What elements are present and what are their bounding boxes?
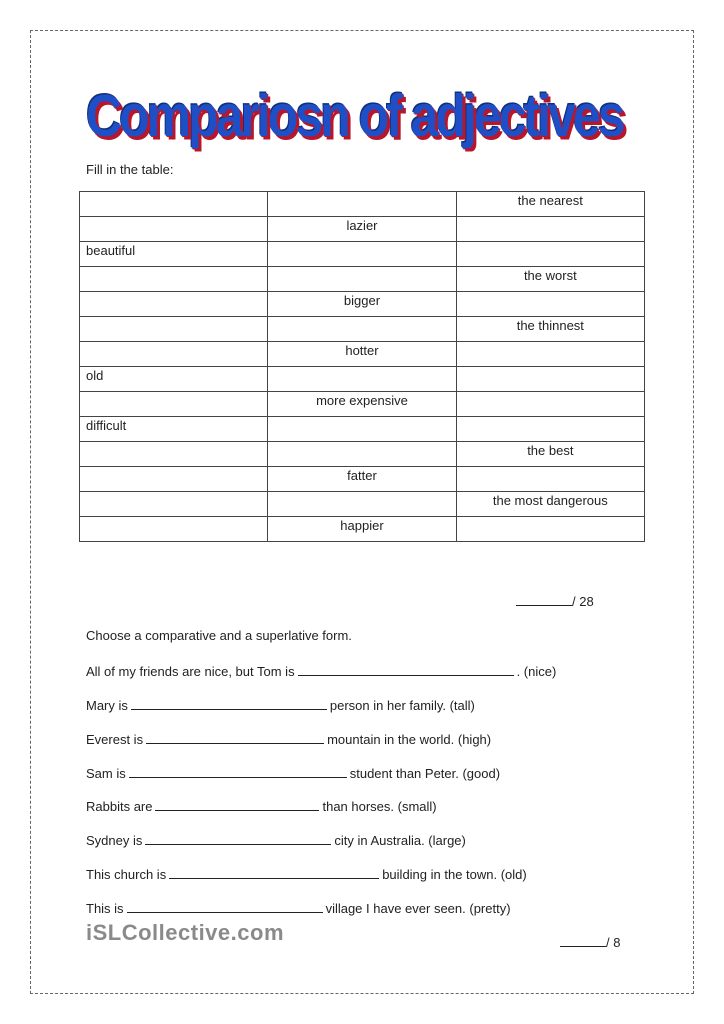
superlative-cell[interactable] xyxy=(456,367,644,392)
superlative-cell[interactable] xyxy=(456,517,644,542)
table-score-total: / 28 xyxy=(572,594,594,609)
positive-cell[interactable] xyxy=(80,192,268,217)
table-row xyxy=(80,517,645,542)
positive-cell: old xyxy=(80,367,268,392)
sentence-text-after: person in her family. (tall) xyxy=(329,698,475,713)
table-row xyxy=(80,367,645,392)
table-row xyxy=(80,442,645,467)
table-row xyxy=(80,317,645,342)
sentence-instruction: Choose a comparative and a superlative form. xyxy=(86,628,352,643)
answer-blank[interactable] xyxy=(131,697,327,710)
answer-blank[interactable] xyxy=(298,663,514,676)
superlative-cell[interactable] xyxy=(456,392,644,417)
adjective-table xyxy=(79,191,645,542)
sentence-text-after: village I have ever seen. (pretty) xyxy=(325,901,511,916)
sentence-text-after: student than Peter. (good) xyxy=(349,766,501,781)
superlative-cell: the nearest xyxy=(456,192,644,217)
sentence-item xyxy=(86,900,511,917)
superlative-cell[interactable] xyxy=(456,417,644,442)
sentence-item xyxy=(86,798,437,815)
comparative-cell: happier xyxy=(268,517,456,542)
comparative-cell: fatter xyxy=(268,467,456,492)
superlative-cell[interactable] xyxy=(456,342,644,367)
score-blank[interactable] xyxy=(516,593,572,606)
sentence-text-after: city in Australia. (large) xyxy=(334,833,466,848)
comparative-cell[interactable] xyxy=(268,192,456,217)
comparative-cell[interactable] xyxy=(268,367,456,392)
table-row xyxy=(80,492,645,517)
sentence-item xyxy=(86,697,475,714)
sentence-text-before: Sam is xyxy=(86,766,126,781)
sentence-item xyxy=(86,765,500,782)
comparative-cell[interactable] xyxy=(268,242,456,267)
table-row xyxy=(80,217,645,242)
answer-blank[interactable] xyxy=(145,832,331,845)
table-row xyxy=(80,417,645,442)
sentence-text-before: This church is xyxy=(86,867,167,882)
sentence-text-before: Sydney is xyxy=(86,833,143,848)
positive-cell: difficult xyxy=(80,417,268,442)
positive-cell[interactable] xyxy=(80,517,268,542)
comparative-cell: hotter xyxy=(268,342,456,367)
positive-cell: beautiful xyxy=(80,242,268,267)
sentence-score-total: / 8 xyxy=(606,935,621,950)
comparative-cell[interactable] xyxy=(268,267,456,292)
comparative-cell[interactable] xyxy=(268,492,456,517)
table-score xyxy=(516,593,594,609)
comparative-cell: lazier xyxy=(268,217,456,242)
answer-blank[interactable] xyxy=(127,900,323,913)
positive-cell[interactable] xyxy=(80,492,268,517)
superlative-cell: the most dangerous xyxy=(456,492,644,517)
positive-cell[interactable] xyxy=(80,392,268,417)
positive-cell[interactable] xyxy=(80,217,268,242)
answer-blank[interactable] xyxy=(129,765,347,778)
table-row xyxy=(80,192,645,217)
table-instruction: Fill in the table: xyxy=(86,162,174,177)
comparative-cell[interactable] xyxy=(268,442,456,467)
sentence-text-before: Mary is xyxy=(86,698,128,713)
table-row xyxy=(80,392,645,417)
comparative-cell: more expensive xyxy=(268,392,456,417)
sentence-item xyxy=(86,731,491,748)
superlative-cell[interactable] xyxy=(456,292,644,317)
sentence-text-after: than horses. (small) xyxy=(322,799,437,814)
sentence-text-before: All of my friends are nice, but Tom is xyxy=(86,664,295,679)
positive-cell[interactable] xyxy=(80,267,268,292)
positive-cell[interactable] xyxy=(80,467,268,492)
table-row xyxy=(80,292,645,317)
answer-blank[interactable] xyxy=(169,866,379,879)
comparative-cell: bigger xyxy=(268,292,456,317)
sentence-item xyxy=(86,663,556,680)
comparative-cell[interactable] xyxy=(268,317,456,342)
sentence-item xyxy=(86,832,466,849)
superlative-cell: the best xyxy=(456,442,644,467)
table-row xyxy=(80,242,645,267)
positive-cell[interactable] xyxy=(80,292,268,317)
positive-cell[interactable] xyxy=(80,442,268,467)
worksheet-title: Compariosn of adjectives xyxy=(86,82,623,149)
sentence-item xyxy=(86,866,527,883)
table-row xyxy=(80,467,645,492)
answer-blank[interactable] xyxy=(155,798,319,811)
comparative-cell[interactable] xyxy=(268,417,456,442)
sentence-text-before: This is xyxy=(86,901,124,916)
superlative-cell: the thinnest xyxy=(456,317,644,342)
table-row xyxy=(80,342,645,367)
sentence-text-after: . (nice) xyxy=(516,664,557,679)
answer-blank[interactable] xyxy=(146,731,324,744)
superlative-cell[interactable] xyxy=(456,467,644,492)
sentence-text-after: building in the town. (old) xyxy=(382,867,527,882)
sentence-text-before: Rabbits are xyxy=(86,799,153,814)
positive-cell[interactable] xyxy=(80,317,268,342)
sentence-text-before: Everest is xyxy=(86,732,144,747)
superlative-cell[interactable] xyxy=(456,217,644,242)
table-row xyxy=(80,267,645,292)
sentence-score xyxy=(560,934,620,950)
site-logo: iSLCollective.com xyxy=(86,920,285,945)
score-blank[interactable] xyxy=(560,934,606,947)
superlative-cell: the worst xyxy=(456,267,644,292)
sentence-text-after: mountain in the world. (high) xyxy=(327,732,492,747)
superlative-cell[interactable] xyxy=(456,242,644,267)
positive-cell[interactable] xyxy=(80,342,268,367)
